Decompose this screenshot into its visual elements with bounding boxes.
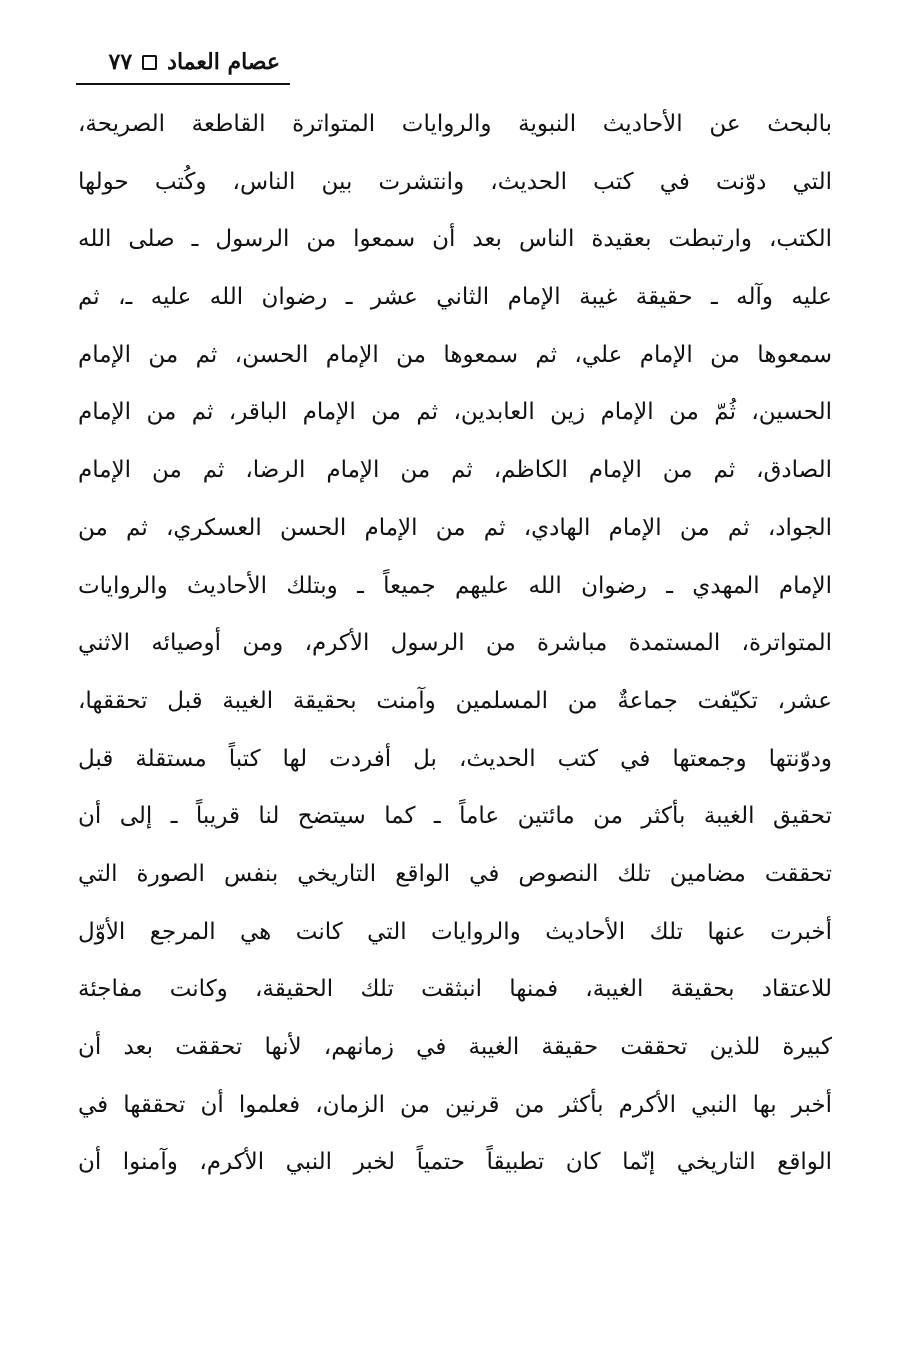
text-line: الإمام المهدي ـ رضوان الله عليهم جميعاً ـ وبتلك الأحاديث والروايات (78, 572, 832, 599)
text-line: عشر، تكيّفت جماعةٌ من المسلمين وآمنت بحقيقة الغيبة قبل تحققها، (78, 687, 832, 714)
running-header (78, 44, 280, 80)
text-line: ودوّنتها وجمعتها في كتب الحديث، بل أفردت لها كتباً مستقلة قبل (78, 745, 832, 772)
header-square-ornament (142, 55, 157, 70)
text-line: كبيرة للذين تحققت حقيقة الغيبة في زمانهم، لأنها تحققت بعد أن (78, 1034, 832, 1060)
header-rule (76, 83, 290, 85)
text-line: عليه وآله ـ حقيقة غيبة الإمام الثاني عشر ـ رضوان الله عليه ـ، ثم (78, 284, 832, 311)
book-title: عصام العماد (167, 49, 280, 75)
text-line: الواقع التاريخي إنّما كان تطبيقاً حتمياً لخبر النبي الأكرم، وآمنوا أن (78, 1149, 832, 1176)
text-line: الجواد، ثم من الإمام الهادي، ثم من الإمام الحسن العسكري، ثم من (78, 514, 832, 541)
text-line: الصادق، ثم من الإمام الكاظم، ثم من الإمام الرضا، ثم من الإمام (78, 457, 832, 484)
page-number: ٧٧ (108, 49, 133, 75)
text-line: الكتب، وارتبطت بعقيدة الناس بعد أن سمعوا من الرسول ـ صلى الله (78, 226, 832, 253)
body-text (78, 96, 832, 1192)
text-line: بالبحث عن الأحاديث النبوية والروايات المتواترة القاطعة الصريحة، (78, 111, 832, 137)
text-line: تحقيق الغيبة بأكثر من مائتين عاماً ـ كما سيتضح لنا قريباً ـ إلى أن (78, 803, 832, 830)
text-line: تحققت مضامين تلك النصوص في الواقع التاريخي بنفس الصورة التي (78, 860, 832, 887)
text-line: للاعتقاد بحقيقة الغيبة، فمنها انبثقت تلك الحقيقة، وكانت مفاجئة (78, 976, 832, 1003)
text-line: الحسين، ثُمّ من الإمام زين العابدين، ثم من الإمام الباقر، ثم من الإمام (78, 399, 832, 426)
text-line: أخبر بها النبي الأكرم بأكثر من قرنين من الزمان، فعلموا أن تحققها في (78, 1091, 832, 1118)
text-line: أخبرت عنها تلك الأحاديث والروايات التي كانت هي المرجع الأوّل (78, 918, 832, 945)
text-line: المتواترة، المستمدة مباشرة من الرسول الأكرم، ومن أوصيائه الاثني (78, 630, 832, 657)
text-line: التي دوّنت في كتب الحديث، وانتشرت بين الناس، وكُتب حولها (78, 168, 832, 195)
text-line: سمعوها من الإمام علي، ثم سمعوها من الإمام الحسن، ثم من الإمام (78, 341, 832, 368)
